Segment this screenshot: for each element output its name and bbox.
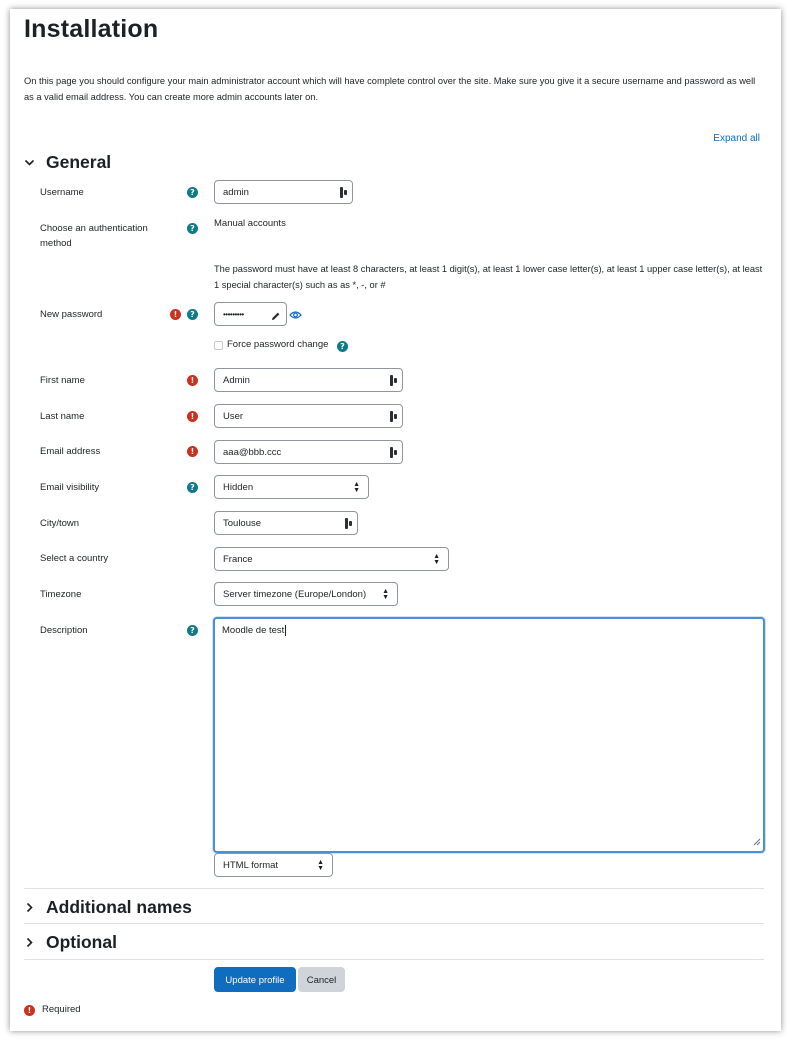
- required-icon: !: [187, 375, 198, 386]
- help-icon[interactable]: ?: [187, 482, 198, 493]
- required-icon: !: [187, 446, 198, 457]
- format-value: HTML format: [223, 860, 279, 871]
- password-manager-icon[interactable]: [390, 447, 397, 458]
- email-value: aaa@bbb.ccc: [223, 447, 282, 458]
- cancel-button[interactable]: Cancel: [298, 967, 345, 992]
- last-name-label: Last name: [40, 411, 85, 422]
- select-arrows-icon: ▲ ▼: [317, 859, 324, 872]
- username-value: admin: [223, 187, 249, 198]
- chevron-right-icon: [24, 935, 46, 951]
- required-icon: !: [187, 411, 198, 422]
- section-general-title: General: [46, 152, 112, 172]
- auth-method-value: Manual accounts: [214, 218, 286, 229]
- password-manager-icon[interactable]: [390, 375, 397, 386]
- select-arrows-icon: ▲ ▼: [382, 588, 389, 601]
- chevron-right-icon: [24, 900, 46, 916]
- description-textarea[interactable]: [213, 617, 765, 853]
- required-legend: Required: [42, 1004, 81, 1015]
- help-icon[interactable]: ?: [187, 187, 198, 198]
- email-visibility-select[interactable]: [214, 475, 369, 499]
- help-icon[interactable]: ?: [187, 625, 198, 636]
- country-label: Select a country: [40, 553, 109, 564]
- password-rules-text: The password must have at least 8 characters, at least 1 digit(s), at least 1 lower case letter(s), at least 1 upper case letter(s), at least 1 special character(s) such as as *, -, or #: [214, 264, 763, 290]
- eye-icon[interactable]: [289, 307, 302, 325]
- format-select[interactable]: [214, 853, 333, 877]
- country-select[interactable]: [214, 547, 449, 571]
- email-visibility-value: Hidden: [223, 482, 254, 493]
- force-password-change-label: Force password change: [227, 339, 329, 350]
- resize-handle-icon[interactable]: [753, 838, 761, 849]
- password-manager-icon[interactable]: [345, 518, 352, 529]
- page-title: Installation: [24, 15, 159, 43]
- city-input[interactable]: [214, 511, 358, 535]
- timezone-select[interactable]: [214, 582, 398, 606]
- force-password-change-checkbox[interactable]: [214, 341, 223, 350]
- help-icon[interactable]: ?: [187, 309, 198, 320]
- timezone-label: Timezone: [40, 589, 82, 600]
- username-label: Username: [40, 187, 84, 198]
- section-additional-names-toggle[interactable]: [24, 897, 192, 918]
- expand-all-link[interactable]: Expand all: [713, 133, 760, 144]
- help-icon[interactable]: ?: [187, 223, 198, 234]
- first-name-value: Admin: [223, 375, 250, 386]
- new-password-label: New password: [40, 309, 103, 320]
- page-frame: [10, 9, 781, 1031]
- password-manager-icon[interactable]: [340, 187, 347, 198]
- first-name-label: First name: [40, 375, 85, 386]
- city-label: City/town: [40, 518, 80, 529]
- text-cursor: [285, 625, 286, 636]
- last-name-value: User: [223, 411, 244, 422]
- description-value: Moodle de test: [222, 625, 285, 636]
- section-optional-title: Optional: [46, 932, 117, 952]
- select-arrows-icon: ▲ ▼: [353, 481, 360, 494]
- help-icon[interactable]: ?: [337, 341, 348, 352]
- new-password-input[interactable]: [214, 302, 287, 326]
- email-input[interactable]: [214, 440, 403, 464]
- username-input[interactable]: [214, 180, 353, 204]
- email-visibility-label: Email visibility: [40, 482, 100, 493]
- email-label: Email address: [40, 446, 101, 457]
- section-general-toggle[interactable]: [24, 152, 111, 173]
- timezone-value: Server timezone (Europe/London): [223, 589, 367, 600]
- divider: [24, 959, 764, 960]
- select-arrows-icon: ▲ ▼: [433, 553, 440, 566]
- update-profile-button[interactable]: Update profile: [214, 967, 296, 992]
- first-name-input[interactable]: [214, 368, 403, 392]
- auth-method-label: Choose an authentication method: [40, 223, 148, 249]
- last-name-input[interactable]: [214, 404, 403, 428]
- city-value: Toulouse: [223, 518, 262, 529]
- required-icon: !: [24, 1005, 35, 1016]
- divider: [24, 888, 764, 889]
- chevron-down-icon: [24, 155, 46, 171]
- pencil-icon[interactable]: [270, 308, 281, 331]
- required-icon: !: [170, 309, 181, 320]
- description-label: Description: [40, 625, 88, 636]
- country-value: France: [223, 554, 253, 565]
- new-password-value: •••••••••: [223, 310, 244, 319]
- password-manager-icon[interactable]: [390, 411, 397, 422]
- section-additional-names-title: Additional names: [46, 897, 192, 917]
- intro-text: On this page you should configure your main administrator account which will have complete control over the site. Make sure you give it a secure username and password as well as a valid email address. You can create more admin accounts later on.: [24, 76, 756, 102]
- divider: [24, 923, 764, 924]
- section-optional-toggle[interactable]: [24, 932, 117, 953]
